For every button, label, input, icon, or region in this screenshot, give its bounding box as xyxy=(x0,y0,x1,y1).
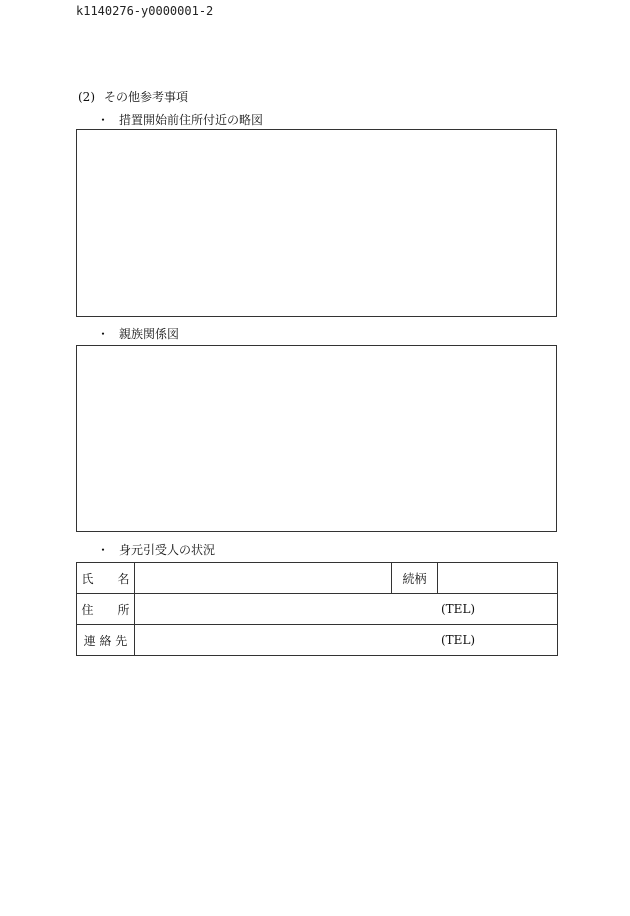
map-drawing-box[interactable] xyxy=(76,129,557,317)
guarantor-table xyxy=(76,562,558,656)
item-map xyxy=(97,111,263,128)
document-id: k1140276-y0000001-2 xyxy=(76,4,214,18)
section-heading xyxy=(78,88,188,105)
item-map-label: 措置開始前住所付近の略図 xyxy=(119,113,264,127)
item-guarantor xyxy=(97,541,215,558)
section-number: (2) xyxy=(78,90,95,104)
address-field[interactable] xyxy=(135,594,558,625)
bullet-mark: ・ xyxy=(97,113,110,127)
contact-field[interactable] xyxy=(135,625,558,656)
item-guarantor-label: 身元引受人の状況 xyxy=(119,543,216,557)
item-family xyxy=(97,325,179,342)
table-row-address xyxy=(77,594,558,625)
table-row-name xyxy=(77,563,558,594)
item-family-label: 親族関係図 xyxy=(119,327,180,341)
relation-field[interactable] xyxy=(438,563,558,594)
contact-tel-label: (TEL) xyxy=(441,633,476,647)
address-tel-label: (TEL) xyxy=(441,602,476,616)
section-title: その他参考事項 xyxy=(104,90,189,104)
relation-label: 続柄 xyxy=(392,563,438,594)
bullet-mark: ・ xyxy=(97,543,110,557)
contact-label: 連 絡 先 xyxy=(77,625,135,656)
family-tree-box[interactable] xyxy=(76,345,557,532)
name-field[interactable] xyxy=(135,563,392,594)
name-label: 氏 名 xyxy=(77,563,135,594)
address-label: 住 所 xyxy=(77,594,135,625)
table-row-contact xyxy=(77,625,558,656)
bullet-mark: ・ xyxy=(97,327,110,341)
